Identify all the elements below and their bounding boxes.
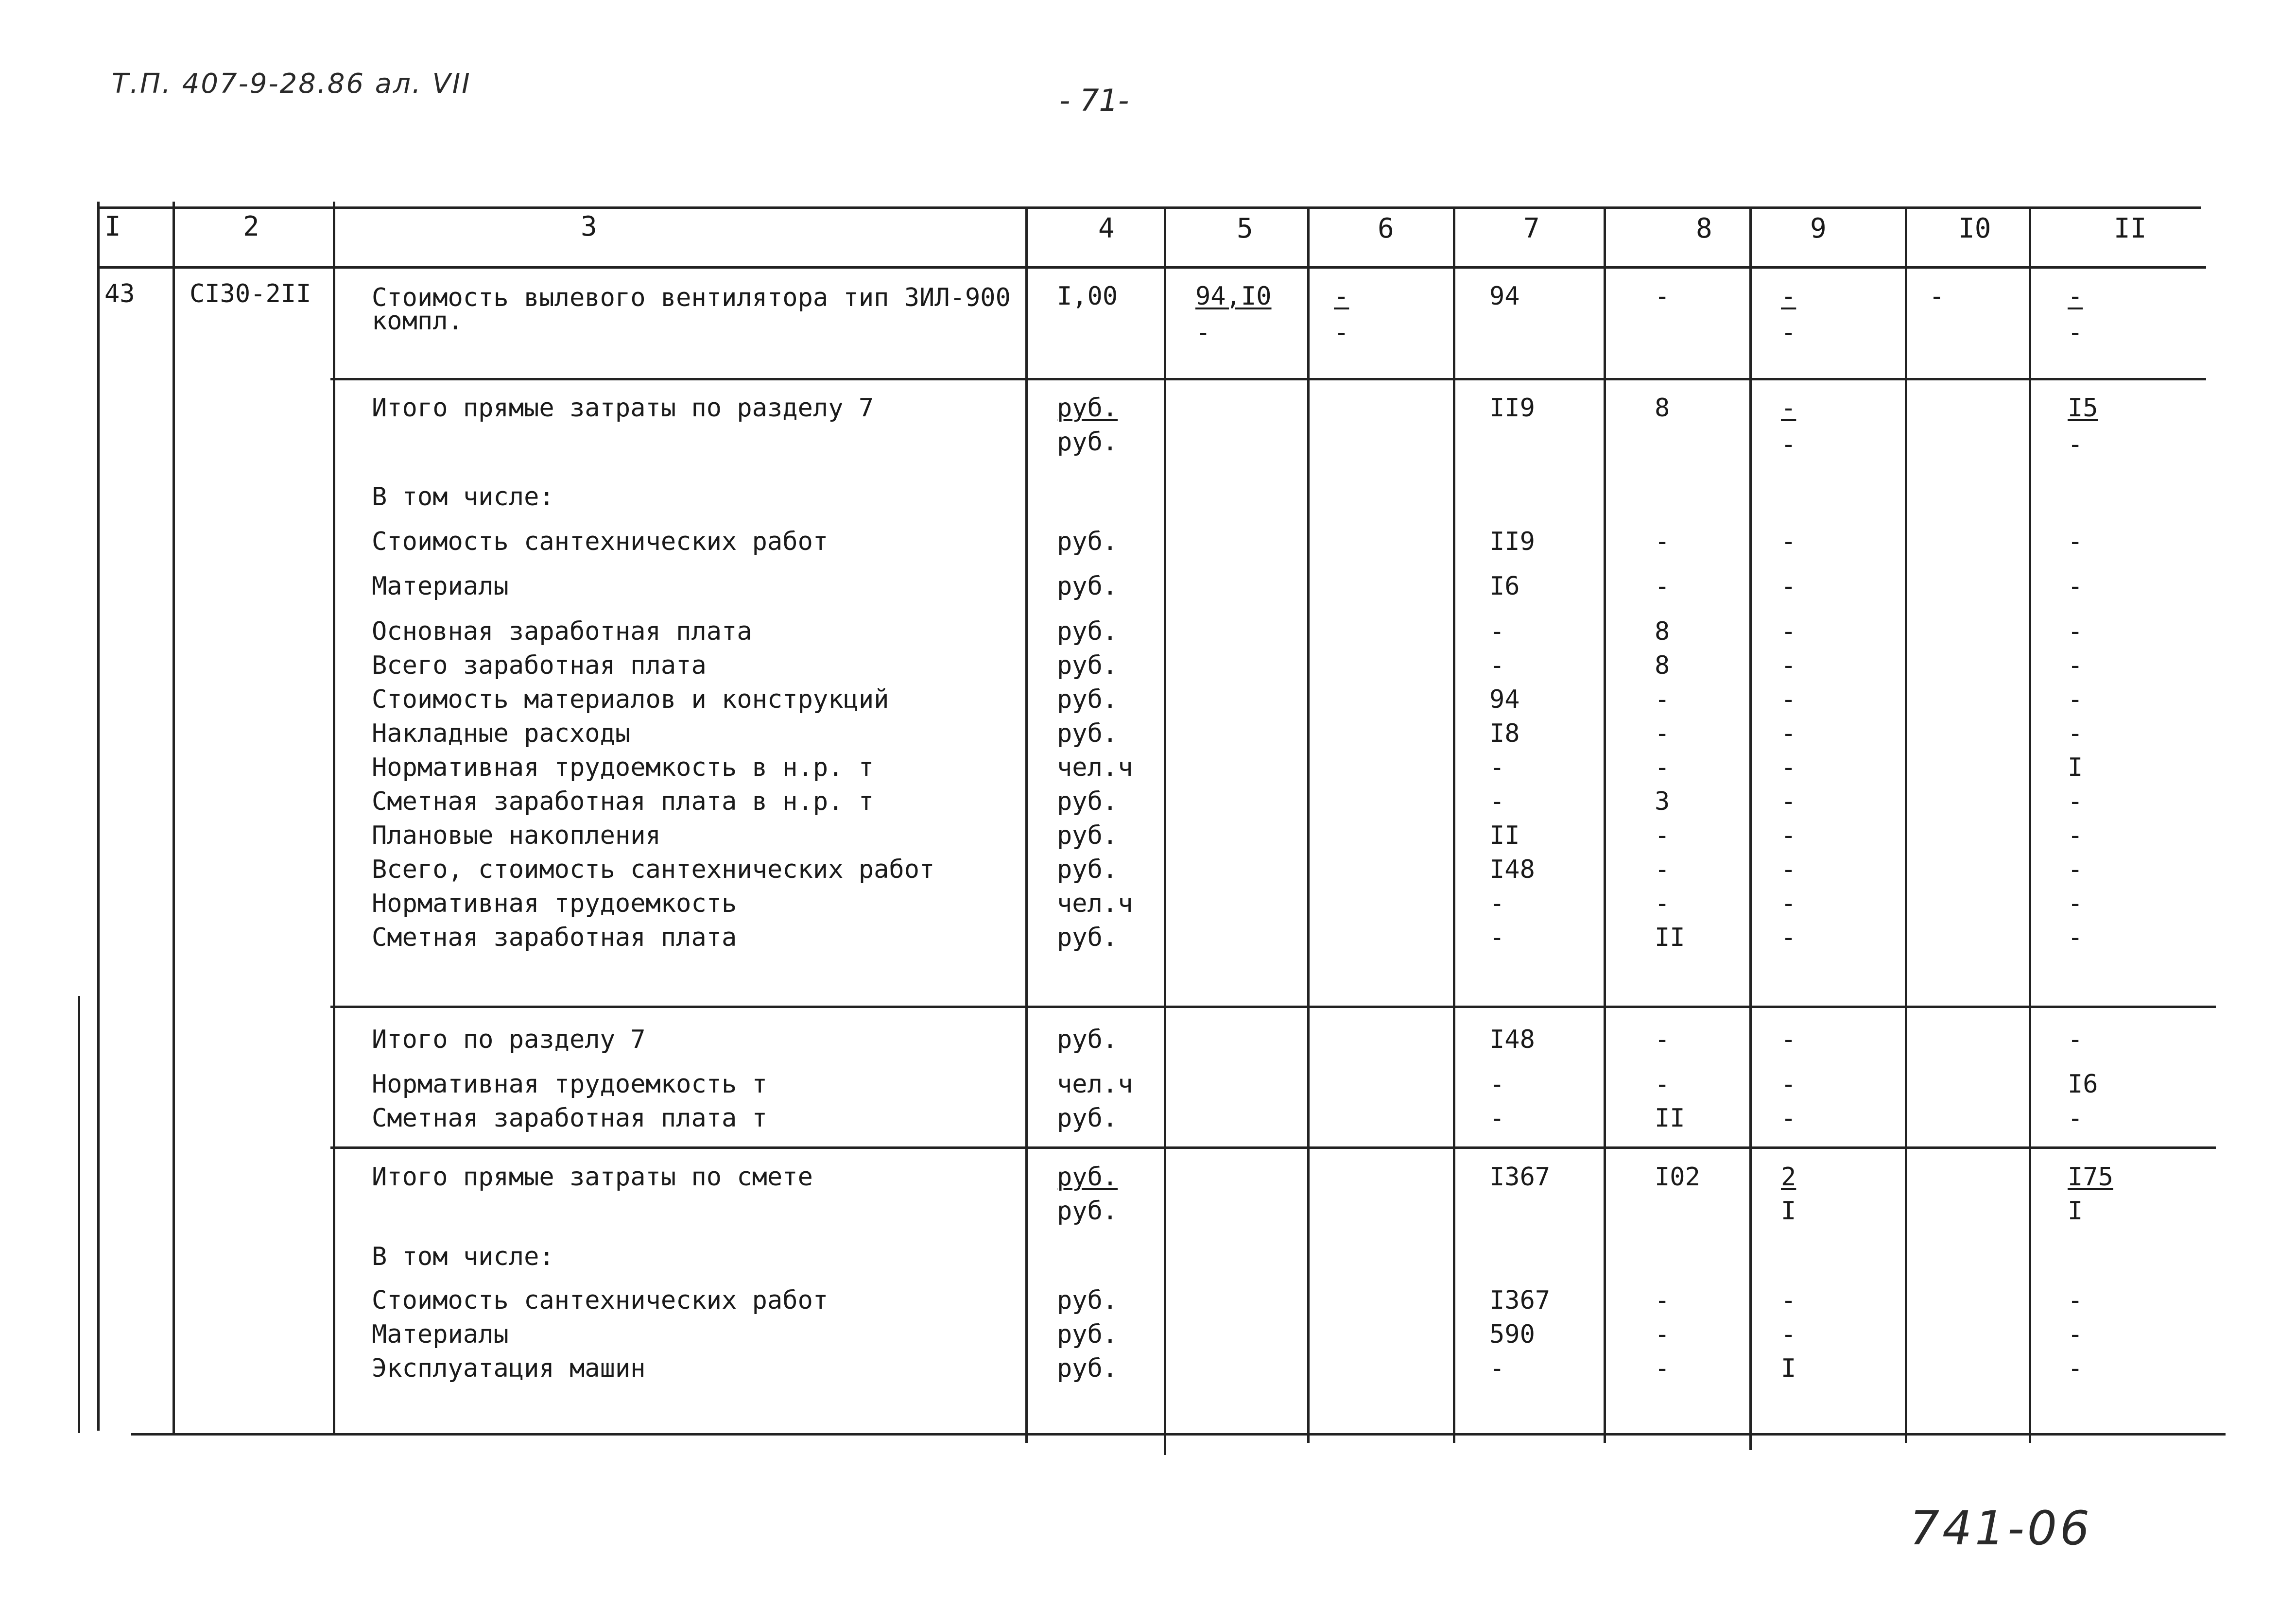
row-c9: -: [1781, 617, 1796, 646]
rule-section-bottom: [330, 1006, 2216, 1008]
row-c7: I48: [1489, 1025, 1535, 1054]
rule-header-bottom: [97, 266, 2206, 269]
item-quantity: I,00: [1057, 282, 1118, 311]
col-line-7: [1604, 206, 1606, 1443]
row-c8: -: [1655, 889, 1670, 918]
row-c8: -: [1655, 821, 1670, 850]
row-unit: чел.ч: [1057, 889, 1133, 918]
col-line-0: [97, 202, 100, 1431]
section-direct-c7: II9: [1489, 393, 1535, 423]
row-c8: -: [1655, 1286, 1670, 1315]
item-c11-top: -: [2068, 282, 2083, 311]
row-c9: -: [1781, 1320, 1796, 1349]
left-margin-line: [78, 996, 80, 1433]
item-code: СI30-2II: [190, 279, 311, 308]
row-c8: -: [1655, 1025, 1670, 1054]
estimate-direct-c7: I367: [1489, 1163, 1551, 1192]
col-line-10: [2029, 206, 2031, 1443]
row-c9: I: [1781, 1354, 1796, 1383]
row-c11: -: [2068, 889, 2083, 918]
row-name: Итого по разделу 7: [372, 1025, 646, 1054]
row-name: Нормативная трудоемкость в н.р. т: [372, 753, 874, 782]
item-number: 43: [104, 279, 135, 308]
row-unit: руб.: [1057, 821, 1118, 850]
row-name: Стоимость сантехнических работ: [372, 527, 829, 556]
row-c7: 94: [1489, 685, 1520, 714]
section-direct-c9-bottom: -: [1781, 430, 1796, 459]
header-col-4: 4: [1098, 213, 1115, 244]
section-direct-unit-top: руб.: [1057, 393, 1118, 423]
header-col-7: 7: [1523, 213, 1540, 244]
row-c7: I367: [1489, 1286, 1551, 1315]
rule-total-bottom: [330, 1146, 2216, 1149]
row-c9: -: [1781, 753, 1796, 782]
row-unit: руб.: [1057, 651, 1118, 680]
item-c6-top: -: [1334, 282, 1349, 311]
row-c9: -: [1781, 1025, 1796, 1054]
row-unit: руб.: [1057, 527, 1118, 556]
row-c11: -: [2068, 651, 2083, 680]
row-c9: -: [1781, 923, 1796, 952]
row-c8: -: [1655, 719, 1670, 748]
row-c7: -: [1489, 617, 1505, 646]
row-unit: чел.ч: [1057, 753, 1133, 782]
item-c10: -: [1929, 282, 1945, 311]
row-unit: руб.: [1057, 1354, 1118, 1383]
item-c5-top: 94,I0: [1195, 282, 1272, 311]
row-c8: -: [1655, 685, 1670, 714]
document-stamp: Т.П. 407-9-28.86 ал. VII: [112, 68, 471, 100]
row-c8: -: [1655, 1320, 1670, 1349]
row-c8: -: [1655, 753, 1670, 782]
row-name: Нормативная трудоемкость: [372, 889, 737, 918]
item-c11-bottom: -: [2068, 318, 2083, 347]
estimate-direct-c9-bottom: I: [1781, 1197, 1796, 1226]
rule-table-bottom: [131, 1433, 2226, 1436]
col-line-1: [173, 202, 175, 1433]
row-name: Накладные расходы: [372, 719, 631, 748]
header-col-6: 6: [1378, 213, 1394, 244]
row-unit: чел.ч: [1057, 1070, 1133, 1099]
row-c7: I48: [1489, 855, 1535, 884]
estimate-direct-title: Итого прямые затраты по смете: [372, 1163, 813, 1192]
footer-code: 741-06: [1910, 1501, 2093, 1556]
row-c9: -: [1781, 1286, 1796, 1315]
rule-item-bottom: [330, 378, 2206, 380]
row-c9: -: [1781, 651, 1796, 680]
row-c11: I: [2068, 753, 2083, 782]
item-c6-bottom: -: [1334, 318, 1349, 347]
item-c9-top: -: [1781, 282, 1796, 311]
row-unit: руб.: [1057, 1104, 1118, 1133]
item-name-line2: компл.: [372, 307, 463, 336]
row-c7: -: [1489, 1104, 1505, 1133]
row-c8: -: [1655, 1070, 1670, 1099]
estimate-direct-c8: I02: [1655, 1163, 1700, 1192]
section-direct-c11-top: I5: [2068, 393, 2098, 423]
row-unit: руб.: [1057, 719, 1118, 748]
section-direct-c8: 8: [1655, 393, 1670, 423]
col-line-3: [1025, 206, 1028, 1443]
row-c11: -: [2068, 572, 2083, 601]
row-c9: -: [1781, 855, 1796, 884]
row-c11: -: [2068, 787, 2083, 816]
estimate-direct-unit-bottom: руб.: [1057, 1197, 1118, 1226]
item-c7: 94: [1489, 282, 1520, 311]
row-c11: -: [2068, 527, 2083, 556]
row-unit: руб.: [1057, 1025, 1118, 1054]
row-name: Плановые накопления: [372, 821, 661, 850]
row-c7: -: [1489, 923, 1505, 952]
row-c8: -: [1655, 1354, 1670, 1383]
row-c9: -: [1781, 1070, 1796, 1099]
row-c11: -: [2068, 821, 2083, 850]
row-c11: I6: [2068, 1070, 2098, 1099]
row-c7: -: [1489, 651, 1505, 680]
row-name: Основная заработная плата: [372, 617, 752, 646]
header-col-9: 9: [1810, 213, 1827, 244]
row-c9: -: [1781, 787, 1796, 816]
row-c11: -: [2068, 855, 2083, 884]
rule-top: [97, 206, 2201, 209]
item-c5-bottom: -: [1195, 318, 1211, 347]
section-direct-c9-top: -: [1781, 393, 1796, 423]
row-c7: II: [1489, 821, 1520, 850]
row-c9: -: [1781, 572, 1796, 601]
item-c8: -: [1655, 282, 1670, 311]
row-c7: -: [1489, 1070, 1505, 1099]
row-unit: руб.: [1057, 617, 1118, 646]
row-c8: -: [1655, 527, 1670, 556]
row-c7: -: [1489, 889, 1505, 918]
row-c8: 8: [1655, 617, 1670, 646]
row-unit: руб.: [1057, 787, 1118, 816]
row-name: Материалы: [372, 572, 509, 601]
row-unit: руб.: [1057, 1286, 1118, 1315]
section-direct-c11-bottom: -: [2068, 430, 2083, 459]
row-c7: II9: [1489, 527, 1535, 556]
section-direct-unit-bottom: руб.: [1057, 427, 1118, 457]
col-line-8: [1749, 206, 1752, 1450]
section-direct-including: В том числе:: [372, 482, 554, 512]
estimate-direct-unit-top: руб.: [1057, 1163, 1118, 1192]
row-c7: 590: [1489, 1320, 1535, 1349]
estimate-direct-including: В том числе:: [372, 1242, 554, 1271]
section-direct-title: Итого прямые затраты по разделу 7: [372, 393, 874, 423]
header-col-10: I0: [1958, 213, 1991, 244]
row-name: Эксплуатация машин: [372, 1354, 646, 1383]
page-number: - 71-: [1059, 83, 1129, 118]
row-unit: руб.: [1057, 923, 1118, 952]
row-name: Сметная заработная плата т: [372, 1104, 767, 1133]
col-line-9: [1905, 206, 1907, 1443]
estimate-direct-c9-top: 2: [1781, 1163, 1796, 1192]
row-c9: -: [1781, 1104, 1796, 1133]
row-c11: -: [2068, 719, 2083, 748]
row-name: Нормативная трудоемкость т: [372, 1070, 767, 1099]
row-c8: II: [1655, 1104, 1685, 1133]
row-c11: -: [2068, 685, 2083, 714]
row-unit: руб.: [1057, 1320, 1118, 1349]
row-c11: -: [2068, 1025, 2083, 1054]
row-unit: руб.: [1057, 572, 1118, 601]
row-c8: II: [1655, 923, 1685, 952]
header-col-11: II: [2114, 213, 2147, 244]
row-c9: -: [1781, 821, 1796, 850]
row-name: Стоимость материалов и конструкций: [372, 685, 889, 714]
row-c9: -: [1781, 719, 1796, 748]
row-c8: -: [1655, 572, 1670, 601]
row-c11: -: [2068, 923, 2083, 952]
row-c9: -: [1781, 889, 1796, 918]
item-c9-bottom: -: [1781, 318, 1796, 347]
item-name-line1: Стоимость вылевого вентилятора тип ЗИЛ-900: [372, 283, 1011, 312]
col-line-2: [333, 202, 335, 1436]
row-name: Сметная заработная плата в н.р. т: [372, 787, 874, 816]
row-name: Всего, стоимость сантехнических работ: [372, 855, 935, 884]
row-c8: 3: [1655, 787, 1670, 816]
row-name: Материалы: [372, 1320, 509, 1349]
col-line-4: [1164, 206, 1166, 1455]
row-c9: -: [1781, 527, 1796, 556]
header-col-3: 3: [581, 211, 597, 242]
row-c9: -: [1781, 685, 1796, 714]
row-c11: -: [2068, 1104, 2083, 1133]
row-c11: -: [2068, 1320, 2083, 1349]
estimate-direct-c11-bottom: I: [2068, 1197, 2083, 1226]
row-c7: I6: [1489, 572, 1520, 601]
row-c7: -: [1489, 1354, 1505, 1383]
row-name: Сметная заработная плата: [372, 923, 737, 952]
header-col-2: 2: [243, 211, 259, 242]
col-line-5: [1307, 206, 1310, 1443]
row-c11: -: [2068, 617, 2083, 646]
row-c11: -: [2068, 1286, 2083, 1315]
estimate-direct-c11-top: I75: [2068, 1163, 2113, 1192]
row-c8: -: [1655, 855, 1670, 884]
header-col-5: 5: [1237, 213, 1253, 244]
row-c11: -: [2068, 1354, 2083, 1383]
header-col-1: I: [104, 211, 121, 242]
row-unit: руб.: [1057, 855, 1118, 884]
row-c7: -: [1489, 753, 1505, 782]
row-c7: I8: [1489, 719, 1520, 748]
row-unit: руб.: [1057, 685, 1118, 714]
row-c8: 8: [1655, 651, 1670, 680]
row-c7: -: [1489, 787, 1505, 816]
row-name: Всего заработная плата: [372, 651, 707, 680]
col-line-6: [1453, 206, 1455, 1443]
row-name: Стоимость сантехнических работ: [372, 1286, 829, 1315]
header-col-8: 8: [1696, 213, 1712, 244]
